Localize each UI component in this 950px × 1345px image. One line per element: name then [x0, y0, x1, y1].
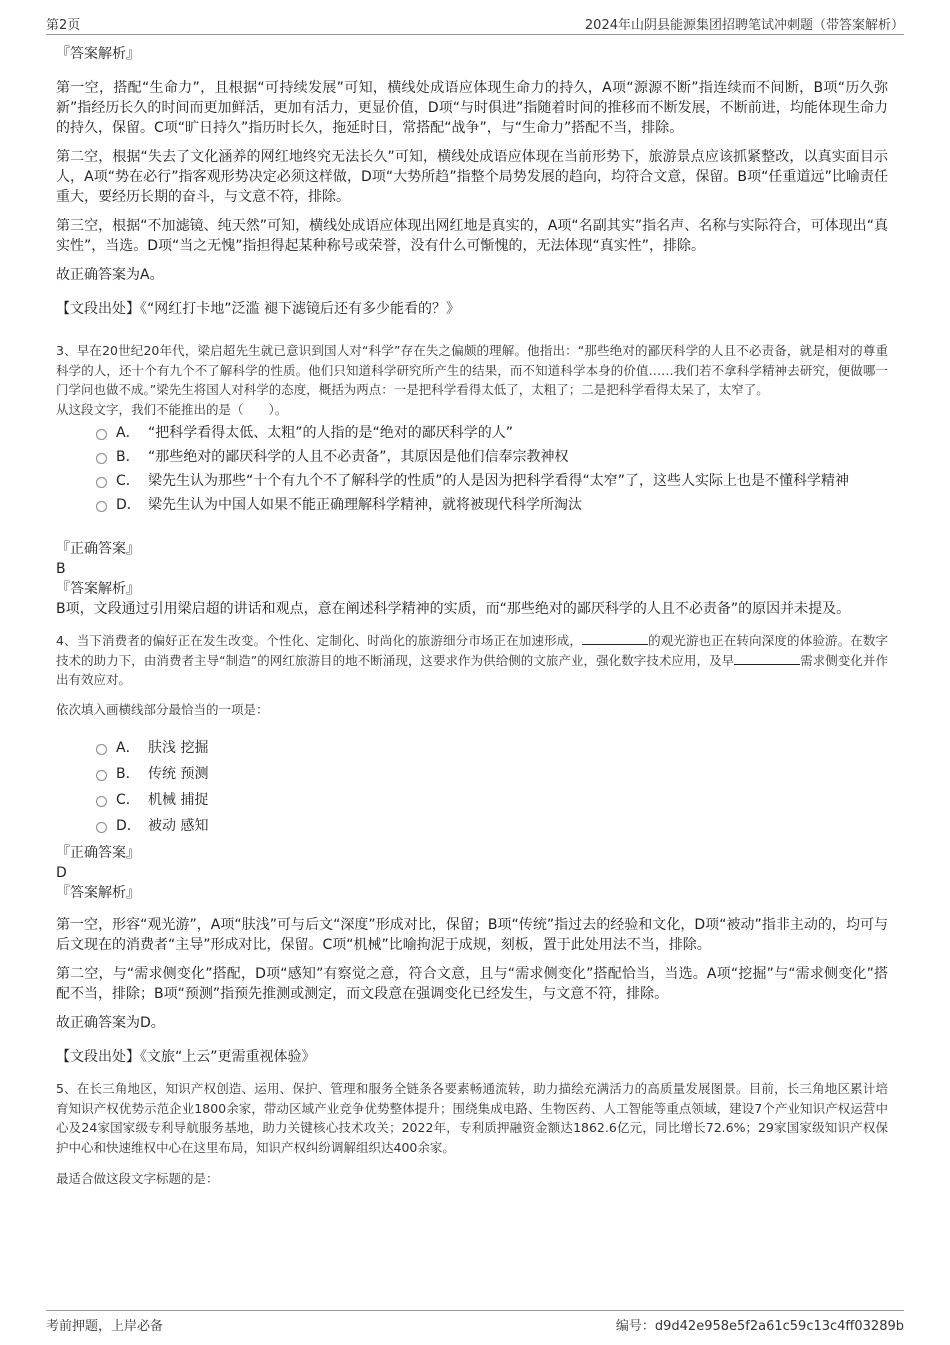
option-a[interactable]: A． 肤浅 挖掘	[94, 735, 888, 761]
analysis-paragraph: B项，文段通过引用梁启超的讲话和观点，意在阐述科学精神的实质，而“那些绝对的鄙厌科学的人且不必责备”的原因并未提及。	[56, 601, 851, 617]
fill-blank	[582, 632, 648, 645]
page-number: 第2页	[46, 18, 81, 33]
question-ask: 从这段文字，我们不能推出的是（ ）。	[56, 401, 288, 417]
conclusion-text: 故正确答案为D。	[56, 1015, 165, 1031]
radio-icon[interactable]	[96, 501, 107, 512]
correct-answer-label: 『正确答案』	[56, 845, 140, 861]
analysis-paragraph: 第一空，搭配“生命力”，且根据“可持续发展”可知，横线处成语应体现生命力的持久，A项“源源不断”指连续而不间断，B项“历久弥新”指经历长久的时间而更加鲜活，更加有活力，更显价值，D项“与时俱进”指随着时间的推移而不断发展，不断前进，均能体现生命力的持久，保留。C项“旷日持久”指历时长久，拖延时日，常搭配“战争”，与“生命力”搭配不当，排除。	[56, 80, 888, 136]
source-citation: 【文段出处】《文旅“上云”更需重视体验》	[56, 1049, 316, 1065]
analysis-label: 『答案解析』	[56, 885, 140, 901]
radio-icon[interactable]	[96, 770, 107, 781]
option-c[interactable]: C． 梁先生认为那些“十个有九个不了解科学的性质”的人是因为把科学看得“太窄”了，这些人实际上也是不懂科学精神	[94, 469, 888, 493]
option-list	[94, 421, 888, 517]
correct-answer-label: 『正确答案』	[56, 541, 140, 557]
question-stem: 4、当下消费者的偏好正在发生改变。个性化、定制化、时尚化的旅游细分市场正在加速形成， 的观光游也正在转向深度的体验游。在数字技术的助力下，由消费者主导“制造”的网红旅游目的地不断涌现，这要求作为供给侧的文旅产业，强化数字技术应用，及早 需求侧变化并作出有效应对。	[56, 633, 888, 687]
question-ask: 依次填入画横线部分最恰当的一项是：	[56, 701, 269, 717]
radio-icon[interactable]	[96, 453, 107, 464]
option-list	[94, 735, 888, 839]
option-b[interactable]: B． 传统 预测	[94, 761, 888, 787]
radio-icon[interactable]	[96, 477, 107, 488]
analysis-paragraph: 第二空，与“需求侧变化”搭配，D项“感知”有察觉之意，符合文意，且与“需求侧变化”搭配恰当，当选。A项“挖掘”与“需求侧变化”搭配不当，排除；B项“预测”指预先推测或测定，而文段意在强调变化已经发生，与文意不符，排除。	[56, 966, 888, 1002]
correct-answer: D	[56, 865, 67, 881]
option-c[interactable]: C． 机械 捕捉	[94, 787, 888, 813]
option-a[interactable]: A． “把科学看得太低、太粗”的人指的是“绝对的鄙厌科学的人”	[94, 421, 888, 445]
source-citation: 【文段出处】《“网红打卡地”泛滥 褪下滤镜后还有多少能看的？》	[56, 301, 460, 317]
correct-answer: B	[56, 561, 66, 577]
page-header	[46, 14, 904, 35]
footer-slogan: 考前押题，上岸必备	[46, 1319, 164, 1334]
option-b[interactable]: B． “那些绝对的鄙厌科学的人且不必责备”，其原因是他们信奉宗教神权	[94, 445, 888, 469]
conclusion-text: 故正确答案为A。	[56, 267, 164, 283]
analysis-label: 『答案解析』	[56, 46, 140, 62]
question-stem: 5、在长三角地区，知识产权创造、运用、保护、管理和服务全链条各要素畅通流转，助力描绘充满活力的高质量发展图景。目前，长三角地区累计培育知识产权优势示范企业1800余家，带动区域产业竞争优势整体提升；围绕集成电路、生物医药、人工智能等重点领域，建设7个产业知识产权运营中心及24家国家级专利导航服务基地，助力关键核心技术攻关；2022年，专利质押融资金额达1862.6亿元，同比增长72.6%；29家国家级知识产权保护中心和快速维权中心在这里布局，知识产权纠纷调解组织达400余家。	[56, 1081, 888, 1155]
fill-blank	[734, 652, 800, 665]
question-stem: 3、早在20世纪20年代，梁启超先生就已意识到国人对“科学”存在失之偏颇的理解。他指出：“那些绝对的鄙厌科学的人且不必责备，就是相对的尊重科学的人，还十个有九个不了解科学的性质。他们只知道科学研究所产生的结果，而不知道科学本身的价值……我们若不拿科学精神去研究，便做哪一门学问也做不成。”梁先生将国人对科学的态度，概括为两点：一是把科学看得太低了，太粗了；二是把科学看得太呆了，太窄了。	[56, 343, 888, 397]
page-footer	[46, 1310, 904, 1337]
radio-icon[interactable]	[96, 822, 107, 833]
analysis-paragraph: 第一空，形容“观光游”，A项“肤浅”可与后文“深度”形成对比，保留；B项“传统”指过去的经验和文化，D项“被动”指非主动的，均可与后文现在的消费者“主导”形成对比，保留。C项“机械”比喻拘泥于成规，刻板，置于此处用法不当，排除。	[56, 917, 888, 953]
page-content	[56, 44, 888, 1189]
option-d[interactable]: D． 被动 感知	[94, 813, 888, 839]
analysis-paragraph: 第三空，根据“不加滤镜、纯天然”可知，横线处成语应体现出网红地是真实的，A项“名副其实”指名声、名称与实际符合，可体现出“真实性”，当选。D项“当之无愧”指担得起某种称号或荣誉，没有什么可惭愧的，无法体现“真实性”，排除。	[56, 218, 888, 254]
radio-icon[interactable]	[96, 796, 107, 807]
analysis-paragraph: 第二空，根据“失去了文化涵养的网红地终究无法长久”可知，横线处成语应体现在当前形势下，旅游景点应该抓紧整改，以真实面目示人，A项“势在必行”指客观形势决定必须这样做，D项“大势所趋”指整个局势发展的趋向，均符合文意，保留。B项“任重道远”比喻责任重大，要经历长期的奋斗，与文意不符，排除。	[56, 149, 888, 205]
question-ask: 最适合做这段文字标题的是：	[56, 1171, 219, 1186]
radio-icon[interactable]	[96, 429, 107, 440]
document-title: 2024年山阴县能源集团招聘笔试冲刺题（带答案解析）	[584, 18, 904, 33]
document-id: 编号：d9d42e958e5f2a61c59c13c4ff03289b	[615, 1319, 904, 1334]
option-d[interactable]: D． 梁先生认为中国人如果不能正确理解科学精神，就将被现代科学所淘汰	[94, 493, 888, 517]
analysis-label: 『答案解析』	[56, 581, 140, 597]
radio-icon[interactable]	[96, 744, 107, 755]
